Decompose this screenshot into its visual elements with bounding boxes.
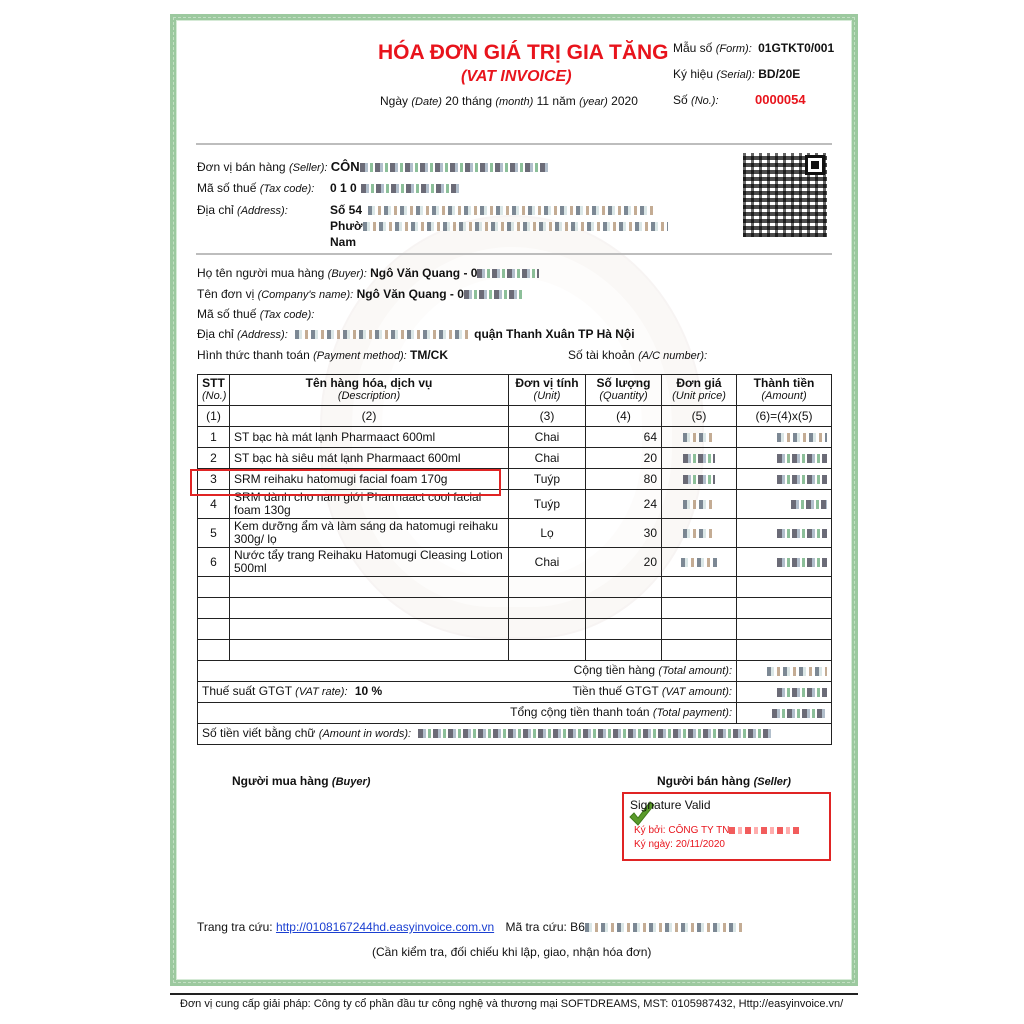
redacted-block [360,163,550,172]
header-unit-price: Đơn giá (Unit price) [662,375,737,406]
serial-number [673,67,800,81]
table-row [198,490,832,519]
header-amount: Thành tiền (Amount) [737,375,832,406]
row-unit: Tuýp [509,490,586,519]
payment-method-row [197,348,448,362]
redacted-block [767,667,827,676]
row-no: 1 [198,427,230,448]
table-empty-row [198,619,832,640]
total-amount-row [198,661,832,682]
lookup-site-link[interactable]: http://0108167244hd.easyinvoice.com.vn [275,920,495,934]
form-value: 01GTKT0/001 [758,41,835,55]
redacted-block [361,184,461,193]
redacted-block [683,500,715,509]
no-label: Số [673,93,688,107]
row-unit: Chai [509,427,586,448]
row-unit-price [662,490,737,519]
redacted-block [683,433,715,442]
row-no: 3 [198,469,230,490]
redacted-block [464,290,524,299]
serial-label-en: (Serial): [716,69,755,81]
index-cell: (4) [586,406,662,427]
row-description: Nước tẩy trang Reihaku Hatomugi Cleasing Lotion 500ml [230,548,509,577]
signature-status: Signature Valid [630,798,711,812]
signed-date: Ký ngày: 20/11/2020 [634,839,725,850]
serial-value: BD/20E [758,67,801,81]
seller-address-line3: Nam [330,235,357,249]
table-index-row [198,406,832,427]
row-amount [737,519,832,548]
buyer-tax-row [197,307,314,321]
form-number [673,41,834,55]
redacted-block [777,529,827,538]
table-empty-row [198,640,832,661]
date-label: Ngày [380,94,409,108]
table-row [198,548,832,577]
qr-code [743,153,827,237]
index-cell: (6)=(4)x(5) [737,406,832,427]
invoice-date [380,94,638,108]
seller-tax-label: Mã số thuế [197,181,257,195]
invoice-subtitle: (VAT INVOICE) [461,68,572,85]
redacted-block [777,558,827,567]
lookup-site-label: Trang tra cứu: [197,920,273,934]
row-unit-price [662,519,737,548]
redacted-block [368,206,653,215]
redacted-block [777,433,827,442]
total-amount-value [737,661,832,682]
table-row [198,427,832,448]
row-description: SRM reihaku hatomugi facial foam 170g [230,469,509,490]
index-cell: (5) [662,406,737,427]
date-year: 2020 [611,94,638,108]
buyer-name-row [197,266,539,280]
row-unit-price [662,469,737,490]
seller-tax-label-en: (Tax code): [259,183,315,195]
row-amount [737,427,832,448]
vat-amount-label: Tiền thuế GTGT (VAT amount): [572,684,732,698]
lookup-code-label: Mã tra cứu: B6 [505,920,585,934]
header-quantity: Số lượng (Quantity) [586,375,662,406]
row-quantity: 24 [586,490,662,519]
items-table [197,374,832,745]
redacted-block [777,688,827,697]
lookup-row [197,920,745,934]
account-number-row [568,348,707,362]
buyer-name-label: Họ tên người mua hàng [197,266,325,280]
provider-footer: Đơn vị cung cấp giải pháp: Công ty cổ phần đầu tư công nghệ và thương mại SOFTDREAMS, MST: 0105987432, Http://easyinvoice.vn/ [180,998,844,1010]
table-empty-row [198,577,832,598]
form-label-en: (Form): [715,43,752,55]
seller-signature-label: Người bán hàng (Seller) [657,774,791,788]
seller-address-line1 [330,203,653,217]
buyer-name-label-en: (Buyer): [327,268,367,280]
amount-in-words-row [198,724,832,745]
header-unit: Đơn vị tính (Unit) [509,375,586,406]
redacted-block [418,729,773,738]
seller-address-text2: Phườ [330,219,363,233]
year-label: năm [552,94,576,108]
redacted-block [585,923,745,932]
month-label: tháng [461,94,492,108]
row-quantity: 80 [586,469,662,490]
redacted-block [777,475,827,484]
index-cell: (1) [198,406,230,427]
row-unit-price [662,448,737,469]
seller-tax-digits: 0 1 0 [330,181,357,195]
seller-tax-value [330,181,461,195]
invoice-number [673,93,719,107]
buyer-address-label: Địa chỉ [197,327,234,341]
buyer-address-label-en: (Address): [237,329,288,341]
row-quantity: 20 [586,448,662,469]
table-header-row [198,375,832,406]
buyer-company-label: Tên đơn vị [197,287,255,301]
buyer-tax-label-en: (Tax code): [259,309,315,321]
row-description: ST bạc hà siêu mát lạnh Pharmaact 600ml [230,448,509,469]
total-payment-row [198,703,832,724]
payment-method-value: TM/CK [410,348,449,362]
year-label-en: (year) [579,96,608,108]
table-row [198,469,832,490]
seller-address-label: Địa chỉ [197,203,234,217]
row-unit: Tuýp [509,469,586,490]
seller-name-label-en: (Seller): [288,162,328,174]
seller-name-row [197,159,550,174]
payment-method-label: Hình thức thanh toán [197,348,310,362]
divider [196,143,832,145]
date-month: 11 [536,94,550,108]
buyer-company-value: Ngô Văn Quang - 0 [356,287,464,301]
row-unit-price [662,427,737,448]
row-no: 4 [198,490,230,519]
amount-in-words: Số tiền viết bằng chữ (Amount in words): [198,724,832,745]
table-row [198,519,832,548]
redacted-block [363,222,668,231]
seller-address-label-en: (Address): [237,205,288,217]
total-amount-label: Cộng tiền hàng (Total amount): [198,661,737,682]
row-unit: Chai [509,548,586,577]
row-amount [737,448,832,469]
vat-row [198,682,832,703]
buyer-company-label-en: (Company's name): [257,289,354,301]
row-amount [737,548,832,577]
month-label-en: (month) [495,96,534,108]
redacted-block [729,827,799,834]
date-day: 20 [445,94,459,108]
redacted-block [683,529,715,538]
row-description: Kem dưỡng ẩm và làm sáng da hatomugi reihaku 300g/ lọ [230,519,509,548]
row-unit: Chai [509,448,586,469]
redacted-block [681,558,717,567]
buyer-company-row [197,287,524,301]
index-cell: (3) [509,406,586,427]
seller-name-value: CÔN [330,159,360,174]
vat-rate-label: Thuế suất GTGT [202,684,292,698]
footer-divider [170,993,858,995]
signed-by: Ký bởi: CÔNG TY TN [634,825,799,836]
qr-finder [805,155,825,175]
table-row [198,448,832,469]
vat-rate-value: 10 % [354,684,383,698]
date-label-en: (Date) [411,96,442,108]
row-no: 5 [198,519,230,548]
total-payment-label: Tổng cộng tiền thanh toán (Total payment): [198,703,737,724]
row-description: SRM dành cho nam giới Pharmaact cool facial foam 130g [230,490,509,519]
lookup-note: (Cần kiểm tra, đối chiếu khi lập, giao, nhận hóa đơn) [372,945,652,959]
header-description: Tên hàng hóa, dịch vụ (Description) [230,375,509,406]
redacted-block [777,454,827,463]
row-unit: Lọ [509,519,586,548]
buyer-tax-label: Mã số thuế [197,307,257,321]
row-no: 6 [198,548,230,577]
divider [196,253,832,255]
row-quantity: 64 [586,427,662,448]
serial-label: Ký hiệu [673,67,714,81]
buyer-name-value: Ngô Văn Quang - 0 [370,266,478,280]
redacted-block [683,475,715,484]
seller-tax-row [197,181,314,195]
no-label-en: (No.): [691,95,719,107]
vat-rate-label-en: (VAT rate): [295,686,348,698]
invoice-title: HÓA ĐƠN GIÁ TRỊ GIA TĂNG [378,41,669,64]
buyer-address-row [197,327,635,341]
total-payment-value [737,703,832,724]
seller-address-text1: Số 54 [330,203,363,217]
redacted-block [772,709,827,718]
index-cell: (2) [230,406,509,427]
row-quantity: 30 [586,519,662,548]
account-number-label: Số tài khoản [568,348,635,362]
header-no: STT (No.) [198,375,230,406]
row-amount [737,469,832,490]
invoice-number-value: 0000054 [755,92,806,107]
row-no: 2 [198,448,230,469]
seller-name-label: Đơn vị bán hàng [197,160,286,174]
buyer-address-value: quận Thanh Xuân TP Hà Nội [474,327,635,341]
row-description: ST bạc hà mát lạnh Pharmaact 600ml [230,427,509,448]
vat-cell [198,682,737,703]
seller-address-label-row [197,203,288,217]
row-quantity: 20 [586,548,662,577]
redacted-block [477,269,539,278]
account-number-label-en: (A/C number): [638,350,708,362]
vat-amount-value [737,682,832,703]
form-label: Mẫu số [673,41,713,55]
redacted-block [791,500,827,509]
seller-address-line2 [330,219,668,233]
table-empty-row [198,598,832,619]
redacted-block [683,454,715,463]
buyer-signature-label: Người mua hàng (Buyer) [232,774,371,788]
redacted-block [295,330,470,339]
row-amount [737,490,832,519]
row-unit-price [662,548,737,577]
payment-method-label-en: (Payment method): [313,350,407,362]
